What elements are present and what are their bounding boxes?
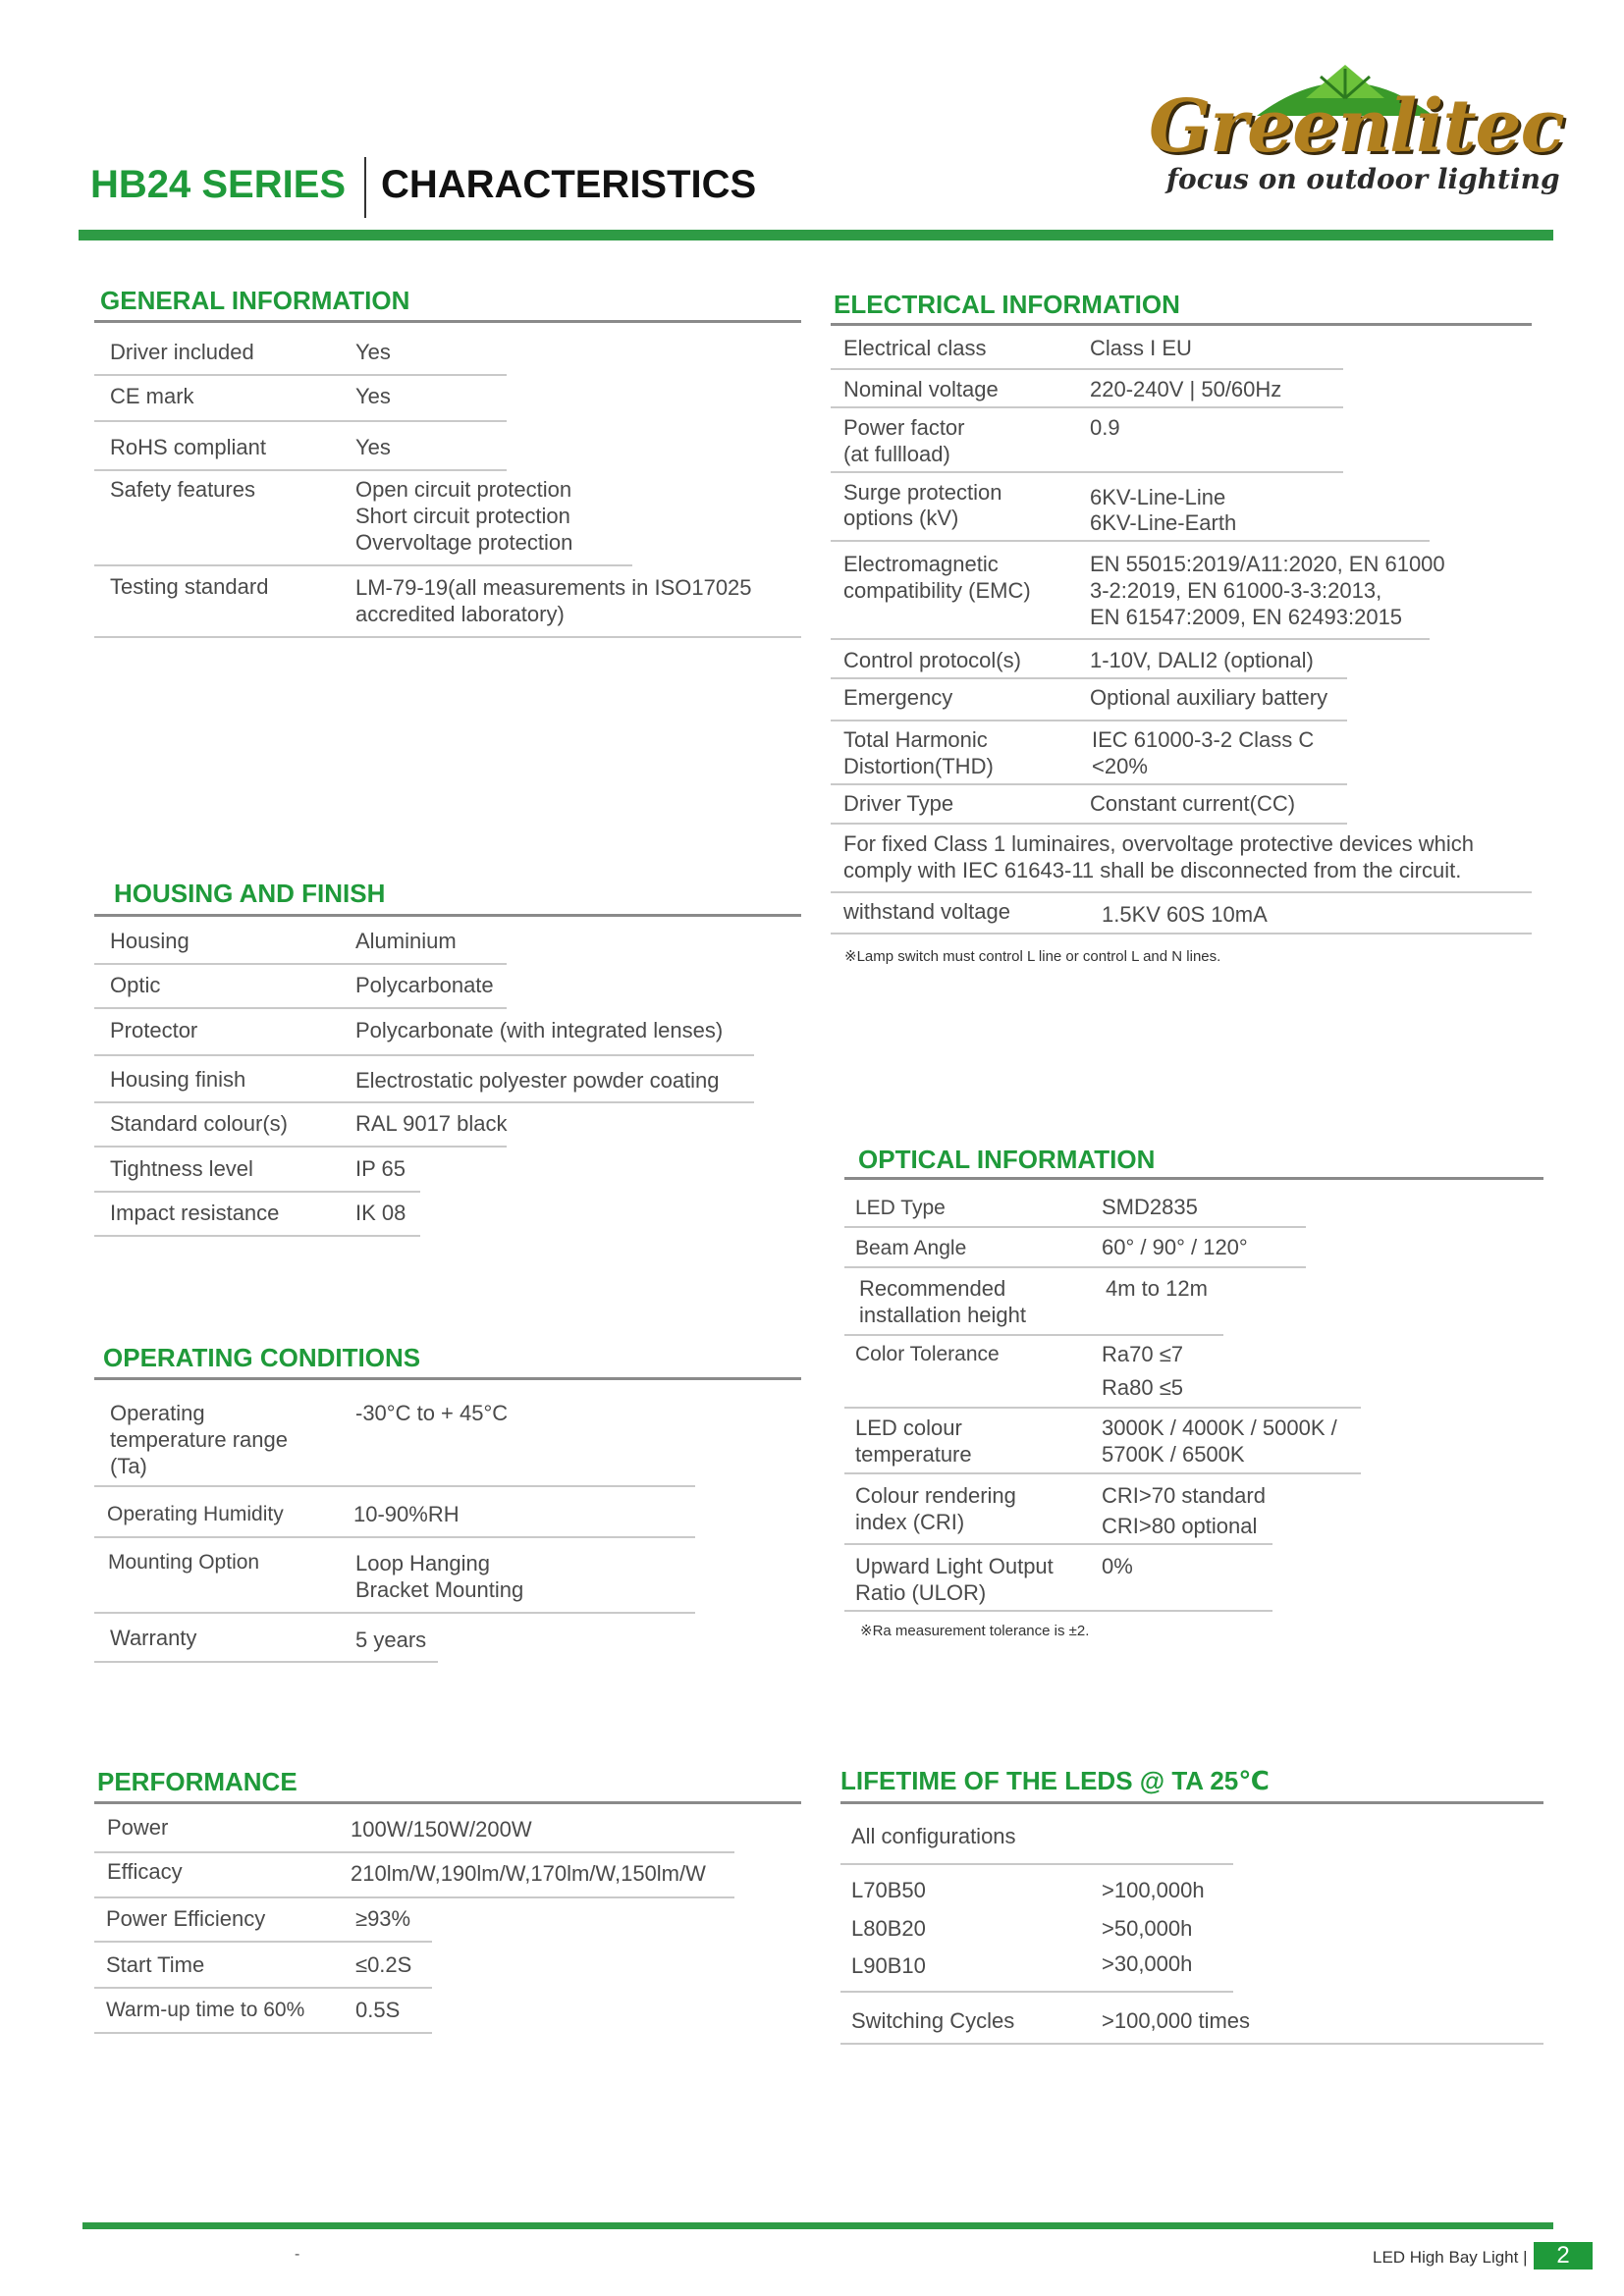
lifetime-label: L70B50 [851, 1878, 926, 1902]
optical-label: LED colour [855, 1415, 962, 1440]
row-divider [94, 2032, 432, 2034]
footer-text: LED High Bay Light | [1373, 2248, 1528, 2267]
row-divider [844, 1543, 1272, 1545]
performance-rule [94, 1801, 801, 1804]
housing-label: Impact resistance [110, 1201, 280, 1225]
operating-label: (Ta) [110, 1454, 147, 1478]
operating-value: 5 years [355, 1628, 427, 1652]
performance-value: ≤0.2S [355, 1952, 412, 1977]
electrical-value: <20% [1092, 754, 1148, 778]
lifetime-label: L80B20 [851, 1916, 926, 1941]
general-value: LM-79-19(all measurements in ISO17025 [355, 575, 752, 600]
electrical-value: IEC 61000-3-2 Class C [1092, 727, 1315, 752]
optical-label: Upward Light Output [855, 1554, 1054, 1578]
electrical-note: comply with IEC 61643-11 shall be disconnected from the circuit. [843, 858, 1462, 882]
optical-label: Ratio (ULOR) [855, 1580, 987, 1605]
optical-value: 4m to 12m [1106, 1276, 1208, 1301]
row-divider [831, 783, 1347, 785]
optical-value: Ra70 ≤7 [1102, 1342, 1184, 1366]
row-divider [831, 891, 1532, 893]
housing-label: Housing [110, 929, 189, 953]
withstand-label: withstand voltage [843, 899, 1010, 924]
electrical-value: 0.9 [1090, 415, 1120, 440]
lifetime-rule [840, 1801, 1543, 1804]
operating-value: Bracket Mounting [355, 1577, 524, 1602]
lifetime-value: >50,000h [1102, 1916, 1193, 1941]
row-divider [94, 1191, 420, 1193]
electrical-label: Driver Type [843, 791, 954, 816]
lifetime-value: >30,000h [1102, 1951, 1193, 1976]
row-divider [831, 933, 1532, 934]
row-divider [94, 1896, 734, 1898]
housing-label: Housing finish [110, 1067, 246, 1092]
performance-value: ≥93% [355, 1906, 411, 1931]
electrical-value: EN 61547:2009, EN 62493:2015 [1090, 605, 1403, 629]
optical-value: CRI>80 optional [1102, 1514, 1258, 1538]
lifetime-label: L90B10 [851, 1953, 926, 1978]
row-divider [94, 1007, 507, 1009]
operating-label: Operating Humidity [107, 1503, 284, 1525]
optical-title: OPTICAL INFORMATION [858, 1145, 1156, 1174]
withstand-value: 1.5KV 60S 10mA [1102, 902, 1268, 927]
optical-value: 5700K / 6500K [1102, 1442, 1245, 1467]
general-label: Driver included [110, 340, 254, 364]
performance-label: Power [107, 1815, 169, 1840]
operating-label: temperature range [110, 1427, 288, 1452]
general-label: Safety features [110, 477, 255, 502]
housing-rule [94, 914, 801, 917]
general-value: Yes [355, 384, 391, 408]
optical-footnote: ※Ra measurement tolerance is ±2. [860, 1623, 1090, 1639]
optical-value: CRI>70 standard [1102, 1483, 1266, 1508]
electrical-value: Class I EU [1090, 336, 1192, 360]
performance-label: Power Efficiency [106, 1906, 266, 1931]
housing-value: Polycarbonate [355, 973, 494, 997]
general-value: Overvoltage protection [355, 530, 573, 555]
electrical-label: Power factor [843, 415, 965, 440]
footer-bar [82, 2222, 1553, 2229]
row-divider [831, 638, 1430, 640]
performance-label: Start Time [106, 1952, 205, 1977]
electrical-footnote: ※Lamp switch must control L line or control L and N lines. [844, 948, 1221, 965]
electrical-label: Total Harmonic [843, 727, 988, 752]
brand-logo [1139, 55, 1564, 202]
electrical-note: For fixed Class 1 luminaires, overvoltage protective devices which [843, 831, 1474, 856]
electrical-value: 3-2:2019, EN 61000-3-3:2013, [1090, 578, 1382, 603]
optical-label: installation height [859, 1303, 1027, 1327]
electrical-label: Emergency [843, 685, 953, 710]
row-divider [94, 1987, 432, 1989]
electrical-value: 6KV-Line-Line [1090, 485, 1226, 509]
page-number: 2 [1534, 2242, 1593, 2269]
row-divider [94, 636, 801, 638]
optical-label: Recommended [859, 1276, 1006, 1301]
row-divider [94, 374, 507, 376]
general-rule [94, 320, 801, 323]
performance-value: 100W/150W/200W [351, 1817, 532, 1842]
general-label: RoHS compliant [110, 435, 266, 459]
electrical-title: ELECTRICAL INFORMATION [834, 290, 1180, 319]
performance-value: 0.5S [355, 1998, 401, 2022]
row-divider [844, 1472, 1361, 1474]
logo-wordmark: Greenlitec [1149, 84, 1564, 169]
row-divider [831, 540, 1430, 542]
series-title: HB24 SERIES [90, 163, 347, 206]
housing-title: HOUSING AND FINISH [114, 879, 386, 908]
row-divider [94, 963, 507, 965]
performance-label: Efficacy [107, 1859, 183, 1884]
operating-label: Mounting Option [108, 1551, 260, 1574]
electrical-label: Electrical class [843, 336, 987, 360]
row-divider [831, 677, 1347, 679]
general-label: CE mark [110, 384, 194, 408]
general-value: accredited laboratory) [355, 602, 565, 626]
lifetime-title: LIFETIME OF THE LEDS @ TA 25℃ [840, 1766, 1270, 1795]
electrical-label: Electromagnetic [843, 552, 999, 576]
row-divider [94, 469, 507, 471]
electrical-value: Optional auxiliary battery [1090, 685, 1328, 710]
row-divider [94, 564, 632, 566]
row-divider [94, 420, 507, 422]
operating-value: Loop Hanging [355, 1551, 491, 1575]
performance-title: PERFORMANCE [97, 1767, 298, 1796]
row-divider [94, 1661, 438, 1663]
row-divider [831, 720, 1347, 721]
optical-label: Color Tolerance [855, 1343, 1000, 1365]
electrical-value: 1-10V, DALI2 (optional) [1090, 648, 1314, 672]
row-divider [840, 1863, 1233, 1865]
housing-value: IK 08 [355, 1201, 406, 1225]
row-divider [831, 368, 1343, 370]
lifetime-all-configs: All configurations [851, 1824, 1016, 1848]
operating-label: Warranty [110, 1626, 197, 1650]
electrical-value: Constant current(CC) [1090, 791, 1296, 816]
page-title: CHARACTERISTICS [381, 163, 757, 206]
electrical-label: (at fullload) [843, 442, 950, 466]
optical-value: 0% [1102, 1554, 1133, 1578]
electrical-label: Surge protection [843, 480, 1002, 505]
electrical-rule [831, 323, 1532, 326]
operating-value: -30°C to + 45°C [355, 1401, 509, 1425]
row-divider [844, 1407, 1361, 1409]
optical-label: temperature [855, 1442, 972, 1467]
row-divider [844, 1334, 1223, 1336]
optical-value: 60° / 90° / 120° [1102, 1235, 1248, 1259]
row-divider [94, 1235, 420, 1237]
housing-label: Tightness level [110, 1156, 253, 1181]
row-divider [94, 1101, 754, 1103]
switching-label: Switching Cycles [851, 2008, 1015, 2033]
footer-dash: - [295, 2246, 300, 2263]
general-value: Open circuit protection [355, 477, 572, 502]
row-divider [844, 1610, 1272, 1612]
row-divider [94, 1941, 432, 1943]
row-divider [94, 1146, 507, 1148]
electrical-label: compatibility (EMC) [843, 578, 1031, 603]
row-divider [94, 1536, 695, 1538]
general-value: Yes [355, 340, 391, 364]
row-divider [94, 1485, 695, 1487]
general-value: Yes [355, 435, 391, 459]
general-title: GENERAL INFORMATION [100, 286, 410, 315]
row-divider [94, 1851, 734, 1853]
operating-label: Operating [110, 1401, 205, 1425]
row-divider [831, 823, 1347, 825]
row-divider [840, 1991, 1233, 1993]
row-divider [831, 471, 1343, 473]
housing-label: Standard colour(s) [110, 1111, 288, 1136]
optical-label: Colour rendering [855, 1483, 1016, 1508]
electrical-label: Distortion(THD) [843, 754, 994, 778]
electrical-label: Nominal voltage [843, 377, 999, 401]
housing-value: RAL 9017 black [355, 1111, 508, 1136]
housing-value: Polycarbonate (with integrated lenses) [355, 1018, 724, 1042]
operating-value: 10-90%RH [353, 1502, 460, 1526]
housing-label: Protector [110, 1018, 198, 1042]
row-divider [840, 2043, 1543, 2045]
optical-rule [844, 1177, 1543, 1180]
lifetime-value: >100,000h [1102, 1878, 1205, 1902]
row-divider [94, 1612, 695, 1614]
optical-value: SMD2835 [1102, 1195, 1198, 1219]
optical-label: LED Type [855, 1197, 946, 1219]
electrical-value: 6KV-Line-Earth [1090, 510, 1237, 535]
optical-label: Beam Angle [855, 1237, 967, 1259]
optical-value: Ra80 ≤5 [1102, 1375, 1184, 1400]
optical-value: 3000K / 4000K / 5000K / [1102, 1415, 1337, 1440]
general-value: Short circuit protection [355, 504, 570, 528]
electrical-value: 220-240V | 50/60Hz [1090, 377, 1282, 401]
housing-value: Aluminium [355, 929, 457, 953]
row-divider [94, 1054, 754, 1056]
performance-value: 210lm/W,190lm/W,170lm/W,150lm/W [351, 1861, 706, 1886]
performance-label: Warm-up time to 60% [106, 1999, 305, 2021]
housing-label: Optic [110, 973, 161, 997]
operating-rule [94, 1377, 801, 1380]
housing-value: IP 65 [355, 1156, 406, 1181]
general-label: Testing standard [110, 574, 269, 599]
housing-value: Electrostatic polyester powder coating [355, 1068, 720, 1093]
row-divider [844, 1226, 1306, 1228]
switching-value: >100,000 times [1102, 2008, 1251, 2033]
logo-tagline: focus on outdoor lighting [1166, 163, 1560, 195]
electrical-label: options (kV) [843, 506, 959, 530]
electrical-label: Control protocol(s) [843, 648, 1021, 672]
electrical-value: EN 55015:2019/A11:2020, EN 61000 [1090, 552, 1445, 576]
header-bar [79, 230, 1553, 240]
row-divider [844, 1266, 1306, 1268]
header-divider [364, 157, 366, 218]
operating-title: OPERATING CONDITIONS [103, 1343, 421, 1372]
optical-label: index (CRI) [855, 1510, 965, 1534]
row-divider [831, 406, 1343, 408]
